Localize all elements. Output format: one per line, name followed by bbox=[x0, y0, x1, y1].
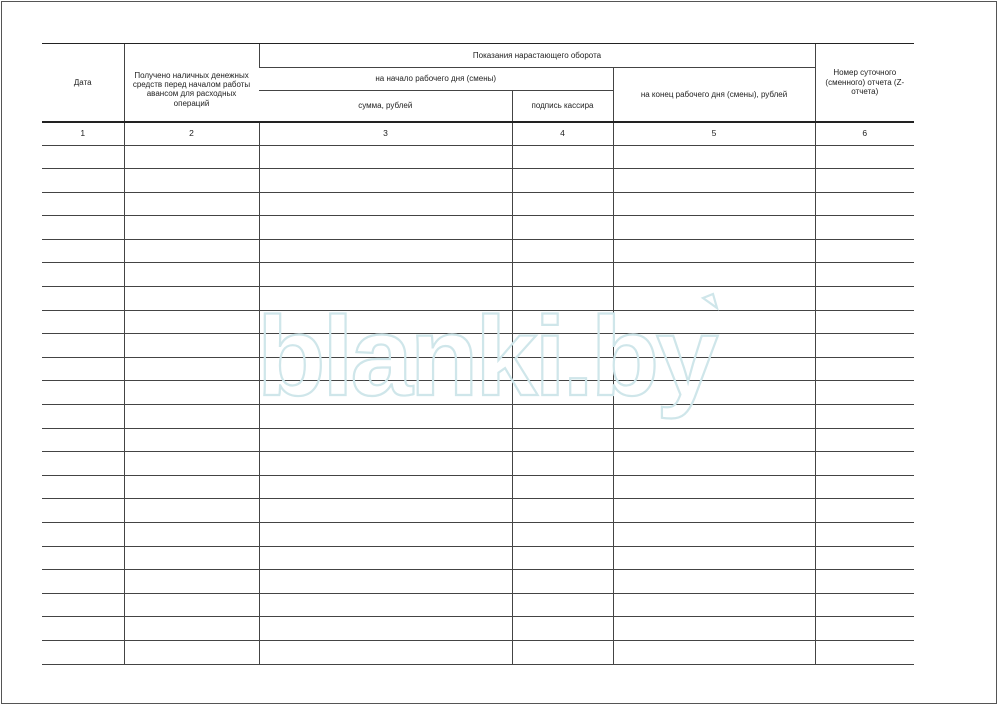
table-row bbox=[42, 263, 914, 287]
table-row bbox=[42, 192, 914, 216]
table-row bbox=[42, 640, 914, 664]
table-cell[interactable] bbox=[512, 381, 613, 405]
table-cell[interactable] bbox=[815, 263, 914, 287]
table-cell[interactable] bbox=[42, 405, 124, 429]
table-cell[interactable] bbox=[815, 428, 914, 452]
table-cell[interactable] bbox=[512, 216, 613, 240]
table-cell[interactable] bbox=[124, 428, 259, 452]
table-cell[interactable] bbox=[42, 310, 124, 334]
table-cell[interactable] bbox=[259, 452, 512, 476]
table-cell[interactable] bbox=[259, 145, 512, 169]
table-cell[interactable] bbox=[815, 617, 914, 641]
table-cell[interactable] bbox=[124, 381, 259, 405]
table-row bbox=[42, 499, 914, 523]
table-cell[interactable] bbox=[42, 263, 124, 287]
table-cell[interactable] bbox=[512, 546, 613, 570]
table-cell[interactable] bbox=[613, 216, 815, 240]
table-cell[interactable] bbox=[124, 357, 259, 381]
ledger-entry-rows bbox=[42, 145, 914, 664]
table-row bbox=[42, 334, 914, 358]
column-number-row bbox=[42, 122, 914, 146]
table-cell[interactable] bbox=[613, 357, 815, 381]
table-cell[interactable] bbox=[512, 357, 613, 381]
column-number: 2 bbox=[124, 122, 259, 146]
table-row bbox=[42, 287, 914, 311]
header-cashier-signature: подпись кассира bbox=[512, 91, 613, 122]
table-cell[interactable] bbox=[259, 570, 512, 594]
table-cell[interactable] bbox=[124, 216, 259, 240]
table-cell[interactable] bbox=[259, 617, 512, 641]
table-cell[interactable] bbox=[124, 617, 259, 641]
table-cell[interactable] bbox=[815, 499, 914, 523]
table-cell[interactable] bbox=[259, 475, 512, 499]
table-cell[interactable] bbox=[259, 334, 512, 358]
table-row bbox=[42, 546, 914, 570]
table-cell[interactable] bbox=[42, 523, 124, 547]
table-cell[interactable] bbox=[124, 334, 259, 358]
table-cell[interactable] bbox=[613, 428, 815, 452]
table-cell[interactable] bbox=[259, 310, 512, 334]
table-row bbox=[42, 428, 914, 452]
table-row bbox=[42, 216, 914, 240]
header-date: Дата bbox=[42, 44, 124, 122]
column-number: 6 bbox=[815, 122, 914, 146]
table-cell[interactable] bbox=[512, 570, 613, 594]
table-cell[interactable] bbox=[815, 287, 914, 311]
table-cell[interactable] bbox=[613, 287, 815, 311]
cash-ledger-table bbox=[42, 43, 914, 665]
table-row bbox=[42, 145, 914, 169]
table-cell[interactable] bbox=[259, 239, 512, 263]
table-cell[interactable] bbox=[124, 570, 259, 594]
table-cell[interactable] bbox=[124, 192, 259, 216]
table-cell[interactable] bbox=[613, 334, 815, 358]
header-end-of-day: на конец рабочего дня (смены), рублей bbox=[613, 68, 815, 122]
table-cell[interactable] bbox=[613, 169, 815, 193]
column-number: 5 bbox=[613, 122, 815, 146]
table-cell[interactable] bbox=[124, 475, 259, 499]
table-cell[interactable] bbox=[613, 640, 815, 664]
table-cell[interactable] bbox=[42, 570, 124, 594]
table-cell[interactable] bbox=[259, 593, 512, 617]
table-cell[interactable] bbox=[42, 428, 124, 452]
table-cell[interactable] bbox=[815, 523, 914, 547]
table-cell[interactable] bbox=[124, 523, 259, 547]
table-cell[interactable] bbox=[42, 640, 124, 664]
table-cell[interactable] bbox=[259, 523, 512, 547]
table-row bbox=[42, 475, 914, 499]
column-number: 4 bbox=[512, 122, 613, 146]
table-cell[interactable] bbox=[259, 499, 512, 523]
table-cell[interactable] bbox=[815, 640, 914, 664]
table-cell[interactable] bbox=[512, 405, 613, 429]
table-cell[interactable] bbox=[124, 239, 259, 263]
table-cell[interactable] bbox=[512, 475, 613, 499]
table-cell[interactable] bbox=[42, 357, 124, 381]
table-cell[interactable] bbox=[613, 570, 815, 594]
table-cell[interactable] bbox=[42, 381, 124, 405]
table-cell[interactable] bbox=[124, 169, 259, 193]
table-cell[interactable] bbox=[42, 192, 124, 216]
table-cell[interactable] bbox=[42, 617, 124, 641]
table-cell[interactable] bbox=[815, 334, 914, 358]
table-cell[interactable] bbox=[124, 263, 259, 287]
table-cell[interactable] bbox=[613, 145, 815, 169]
table-cell[interactable] bbox=[613, 310, 815, 334]
table-cell[interactable] bbox=[259, 263, 512, 287]
table-cell[interactable] bbox=[512, 287, 613, 311]
table-row bbox=[42, 523, 914, 547]
table-cell[interactable] bbox=[512, 499, 613, 523]
table-cell[interactable] bbox=[815, 405, 914, 429]
table-cell[interactable] bbox=[259, 192, 512, 216]
table-row bbox=[42, 617, 914, 641]
table-row bbox=[42, 310, 914, 334]
table-row bbox=[42, 239, 914, 263]
table-cell[interactable] bbox=[512, 617, 613, 641]
table-row bbox=[42, 593, 914, 617]
table-cell[interactable] bbox=[815, 593, 914, 617]
table-cell[interactable] bbox=[815, 145, 914, 169]
table-row bbox=[42, 452, 914, 476]
table-cell[interactable] bbox=[42, 499, 124, 523]
table-cell[interactable] bbox=[613, 617, 815, 641]
table-cell[interactable] bbox=[815, 381, 914, 405]
table-cell[interactable] bbox=[613, 475, 815, 499]
header-sum: сумма, рублей bbox=[259, 91, 512, 122]
table-cell[interactable] bbox=[259, 381, 512, 405]
table-cell[interactable] bbox=[42, 169, 124, 193]
table-cell[interactable] bbox=[815, 310, 914, 334]
table-cell[interactable] bbox=[512, 192, 613, 216]
table-cell[interactable] bbox=[42, 475, 124, 499]
table-cell[interactable] bbox=[124, 405, 259, 429]
table-cell[interactable] bbox=[815, 475, 914, 499]
table-cell[interactable] bbox=[512, 263, 613, 287]
table-cell[interactable] bbox=[815, 357, 914, 381]
table-cell[interactable] bbox=[815, 192, 914, 216]
table-cell[interactable] bbox=[512, 310, 613, 334]
table-cell[interactable] bbox=[512, 169, 613, 193]
table-cell[interactable] bbox=[259, 169, 512, 193]
table-cell[interactable] bbox=[512, 428, 613, 452]
table-cell[interactable] bbox=[613, 499, 815, 523]
table-cell[interactable] bbox=[613, 593, 815, 617]
header-report-number: Номер суточного (сменного) отчета (Z-отчета) bbox=[815, 44, 914, 122]
table-cell[interactable] bbox=[815, 169, 914, 193]
table-cell[interactable] bbox=[124, 452, 259, 476]
table-cell[interactable] bbox=[512, 593, 613, 617]
table-cell[interactable] bbox=[42, 452, 124, 476]
table-cell[interactable] bbox=[613, 192, 815, 216]
table-cell[interactable] bbox=[259, 546, 512, 570]
table-cell[interactable] bbox=[613, 381, 815, 405]
table-cell[interactable] bbox=[613, 239, 815, 263]
table-cell[interactable] bbox=[259, 357, 512, 381]
table-cell[interactable] bbox=[512, 452, 613, 476]
table-cell[interactable] bbox=[512, 334, 613, 358]
column-number: 3 bbox=[259, 122, 512, 146]
table-cell[interactable] bbox=[42, 145, 124, 169]
table-cell[interactable] bbox=[512, 239, 613, 263]
table-cell[interactable] bbox=[613, 546, 815, 570]
header-start-of-day: на начало рабочего дня (смены) bbox=[259, 68, 613, 91]
table-cell[interactable] bbox=[613, 452, 815, 476]
header-received-cash: Получено наличных денежных средств перед началом работы авансом для расходных операций bbox=[124, 44, 259, 122]
table-row bbox=[42, 169, 914, 193]
table-cell[interactable] bbox=[259, 640, 512, 664]
table-cell[interactable] bbox=[259, 287, 512, 311]
table-cell[interactable] bbox=[613, 405, 815, 429]
table-cell[interactable] bbox=[124, 546, 259, 570]
table-cell[interactable] bbox=[613, 523, 815, 547]
table-row bbox=[42, 381, 914, 405]
header-turnover-readings: Показания нарастающего оборота bbox=[259, 44, 815, 68]
table-cell[interactable] bbox=[259, 428, 512, 452]
table-cell[interactable] bbox=[42, 334, 124, 358]
table-cell[interactable] bbox=[42, 239, 124, 263]
table-cell[interactable] bbox=[124, 310, 259, 334]
table-cell[interactable] bbox=[815, 239, 914, 263]
table-cell[interactable] bbox=[512, 523, 613, 547]
table-cell[interactable] bbox=[124, 640, 259, 664]
table-cell[interactable] bbox=[42, 546, 124, 570]
table-cell[interactable] bbox=[512, 640, 613, 664]
table-cell[interactable] bbox=[124, 499, 259, 523]
table-cell[interactable] bbox=[613, 263, 815, 287]
table-cell[interactable] bbox=[124, 145, 259, 169]
table-cell[interactable] bbox=[42, 287, 124, 311]
table-cell[interactable] bbox=[815, 570, 914, 594]
watermark-text: blanki.by bbox=[257, 294, 716, 419]
table-cell[interactable] bbox=[512, 145, 613, 169]
table-row bbox=[42, 570, 914, 594]
table-cell[interactable] bbox=[815, 216, 914, 240]
table-cell[interactable] bbox=[124, 287, 259, 311]
table-cell[interactable] bbox=[42, 593, 124, 617]
table-cell[interactable] bbox=[259, 405, 512, 429]
table-cell[interactable] bbox=[815, 452, 914, 476]
table-row bbox=[42, 405, 914, 429]
table-cell[interactable] bbox=[42, 216, 124, 240]
table-cell[interactable] bbox=[259, 216, 512, 240]
table-cell[interactable] bbox=[815, 546, 914, 570]
column-number: 1 bbox=[42, 122, 124, 146]
table-cell[interactable] bbox=[124, 593, 259, 617]
table-row bbox=[42, 357, 914, 381]
